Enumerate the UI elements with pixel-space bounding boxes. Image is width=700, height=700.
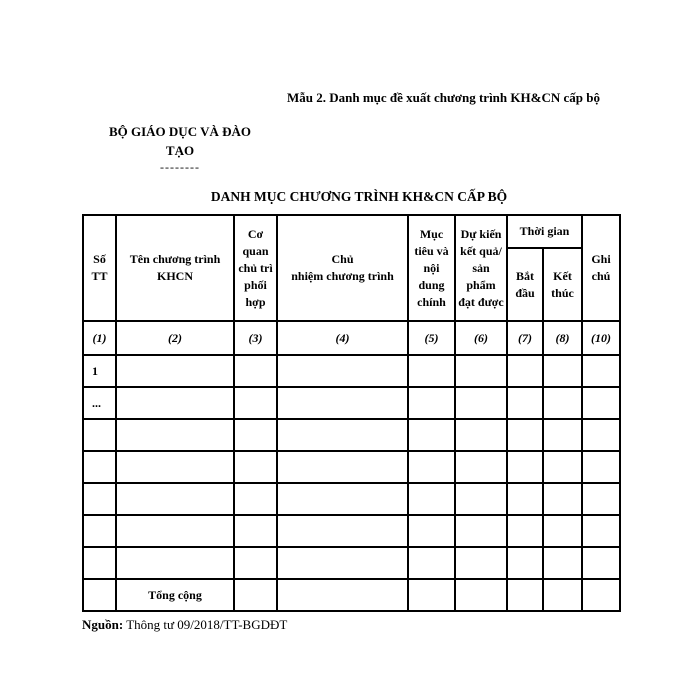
total-label: Tổng cộng [116,579,234,611]
table-row: ... [83,387,620,419]
total-row [83,579,620,611]
program-table [82,214,621,612]
table-row: 1 [83,355,620,387]
table-row [83,515,620,547]
header-agency: Cơ quan chủ trì phối hợp [234,215,277,321]
header-start: Bắt đầu [507,248,543,321]
table-row [83,419,620,451]
ministry-line-1: BỘ GIÁO DỤC VÀ ĐÀO [108,124,252,139]
header-stt: Số TT [83,215,116,321]
ministry-divider: -------- [160,160,200,174]
source-line [82,617,287,633]
table-row [83,451,620,483]
header-program-lead: Chủ nhiệm chương trình [277,215,408,321]
source-text: Thông tư 09/2018/TT-BGDĐT [123,617,288,632]
form-label: Mẫu 2. Danh mục đề xuất chương trình KH&CN cấp bộ [287,90,600,105]
document-title: DANH MỤC CHƯƠNG TRÌNH KH&CN CẤP BỘ [210,189,508,204]
source-label: Nguồn: [82,617,124,632]
table-row [83,547,620,579]
header-expected-results: Dự kiến kết quả/ sản phẩm đạt được [455,215,507,321]
ministry-line-2: TẠO [165,143,195,158]
table-row [83,483,620,515]
header-goals: Mục tiêu và nội dung chính [408,215,455,321]
header-program-name: Tên chương trình KHCN [116,215,234,321]
ministry-name [92,122,268,160]
header-note: Ghi chú [582,215,620,321]
header-end: Kết thúc [543,248,582,321]
column-number-row: (1) (2) (3) (4) (5) (6) (7) (8) (10) [83,321,620,355]
header-time: Thời gian [507,215,582,248]
